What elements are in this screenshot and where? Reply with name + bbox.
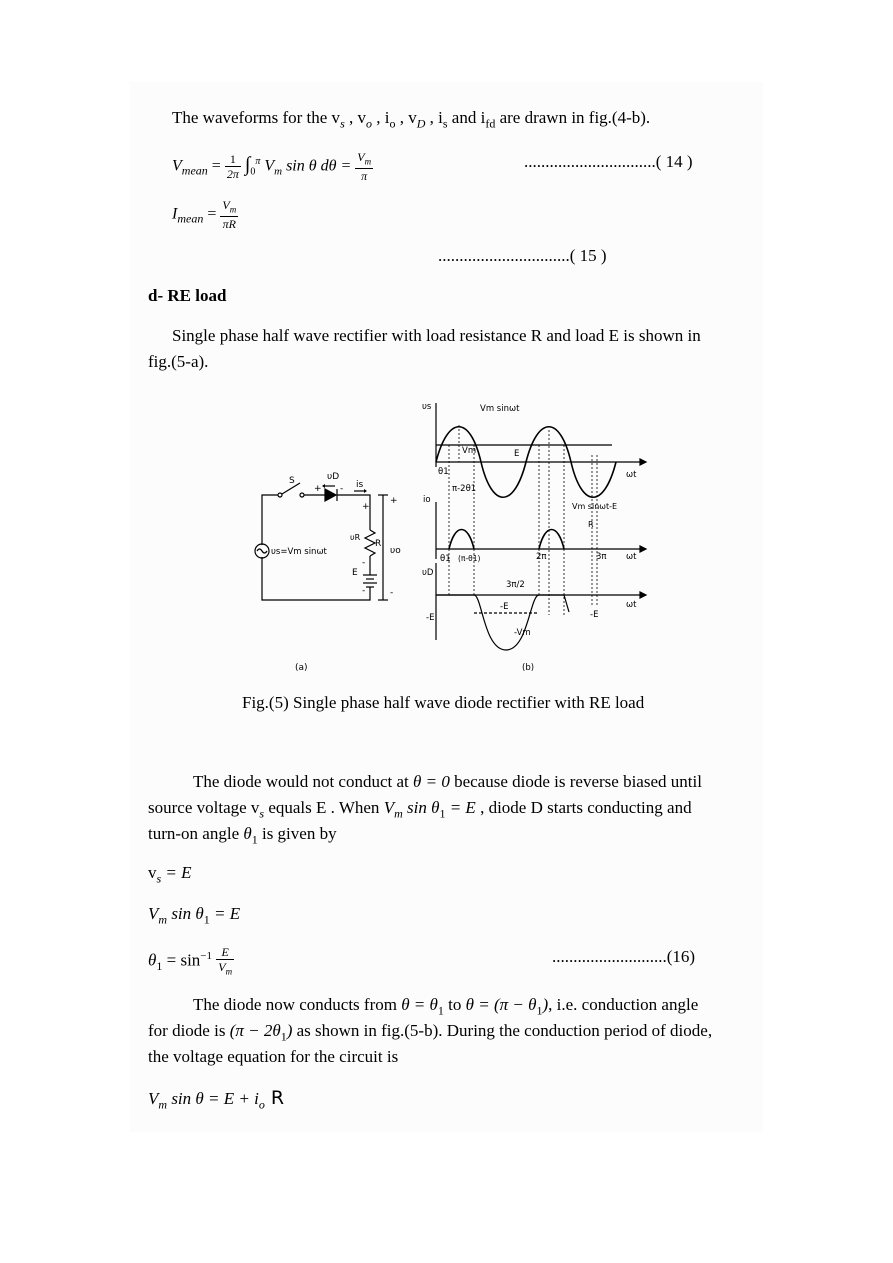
battery-label: E <box>352 568 358 578</box>
section-title: d- RE load <box>148 286 227 305</box>
vmean-equation: $V_{mean}$ = $\frac{1}{2\pi}$ $\int_0^\pi$ $V_m$ sin θ dθ = $\frac{V_m}{\pi}$ <box>172 150 372 184</box>
conduction-angle-label: π-2θ1 <box>452 484 477 494</box>
wt-label-1: ωt <box>626 470 637 480</box>
r-minus: - <box>362 558 366 568</box>
figure-caption: Fig.(5) Single phase half wave diode rectifier with RE load <box>242 693 645 712</box>
neg-e-axis: -E <box>426 613 435 623</box>
voltage-r-label: υR <box>350 533 361 542</box>
vm-label: Vm <box>462 446 477 456</box>
neg-e-right: -E <box>590 610 599 620</box>
eq-number-16: ...........................(16) <box>552 947 696 966</box>
three-pi-2-label: 3π/2 <box>506 580 525 590</box>
theta1-b-label: θ1 <box>440 554 451 564</box>
r-plus: + <box>362 502 370 512</box>
equation-theta1: $\theta_1 = \sin^{-1}$ $\frac{E}{V_m}$ <box>148 945 233 977</box>
neg-vm-label: -Vm <box>514 628 531 638</box>
io-curve-label: Vm sinωt-E <box>572 502 618 511</box>
three-pi-label: 3π <box>596 552 607 562</box>
vd-axis-label: υD <box>422 568 434 578</box>
waveform-labels <box>422 402 637 673</box>
resistor-label: R <box>375 539 382 549</box>
para2-line3: turn-on angle $\theta_1$ is given by <box>148 824 337 847</box>
io-curve-den: R <box>588 520 594 529</box>
out-plus: + <box>390 496 398 506</box>
io-axis-label: io <box>423 495 431 505</box>
imean-equation: $I_{mean}$ = $\frac{V_m}{\pi R}$ <box>172 198 237 232</box>
para3-line3: the voltage equation for the circuit is <box>148 1047 399 1066</box>
current-label: is <box>356 480 364 490</box>
para3-line1: The diode now conducts from $\theta = \theta_1$ to $\theta = (\pi - \theta_1)$, i.e. conduction angle <box>193 995 699 1018</box>
e-level-label: E <box>514 449 520 459</box>
vs-curve-label: Vm sinωt <box>480 404 520 414</box>
neg-e-mid: -E <box>500 602 509 612</box>
eq-number-14: ...............................( 14 ) <box>524 152 693 171</box>
label-a: (a) <box>295 663 308 673</box>
battery-minus: - <box>362 586 366 596</box>
wt-label-2: ωt <box>626 552 637 562</box>
waveform-plots <box>436 403 646 650</box>
para2-line2: source voltage $v_s$ equals E . When $V_m$ $\sin \theta_1 = E$ , diode D starts conducting and <box>148 798 692 821</box>
wt-label-3: ωt <box>626 600 637 610</box>
diode-plus: + <box>314 484 322 494</box>
para2-line1: The diode would not conduct at θ = 0 because diode is reverse biased until <box>193 772 702 791</box>
equation-vs-e: $v_s = E$ <box>148 863 192 886</box>
label-b: (b) <box>522 663 535 673</box>
waveforms-intro: The waveforms for the $v_s$ , $v_o$ , $i_o$ , $v_D$ , $i_s$ and $i_{fd}$ are drawn in fig.(4-b). <box>172 108 651 131</box>
para1-line1: Single phase half wave rectifier with load resistance R and load E is shown in <box>172 326 701 345</box>
vs-axis-label: υs <box>422 402 432 412</box>
switch-label: S <box>289 476 295 486</box>
pi-minus-label: (π-θ1) <box>458 554 481 563</box>
equation-voltage: $V_m$ $\sin \theta = E + i_o$ R <box>148 1087 285 1112</box>
circuit-labels <box>271 472 401 673</box>
diode-voltage-label: υD <box>327 472 340 482</box>
figure-5 <box>230 395 660 680</box>
para1-line2: fig.(5-a). <box>148 352 209 371</box>
diode-minus: - <box>340 484 344 494</box>
eq-number-15: ...............................( 15 ) <box>438 246 607 265</box>
output-label: υo <box>390 546 401 556</box>
equation-vm-sin: $V_m$ $\sin \theta_1 = E$ <box>148 904 241 927</box>
source-label: υs=Vm sinωt <box>271 547 327 557</box>
circuit-diagram <box>255 483 388 600</box>
para3-line2: for diode is $(\pi - 2\theta_1)$ as shown in fig.(5-b). During the conduction period of diode, <box>148 1021 713 1044</box>
theta1-label: θ1 <box>438 467 449 477</box>
out-minus: - <box>390 588 394 598</box>
two-pi-label: 2π <box>536 552 547 562</box>
